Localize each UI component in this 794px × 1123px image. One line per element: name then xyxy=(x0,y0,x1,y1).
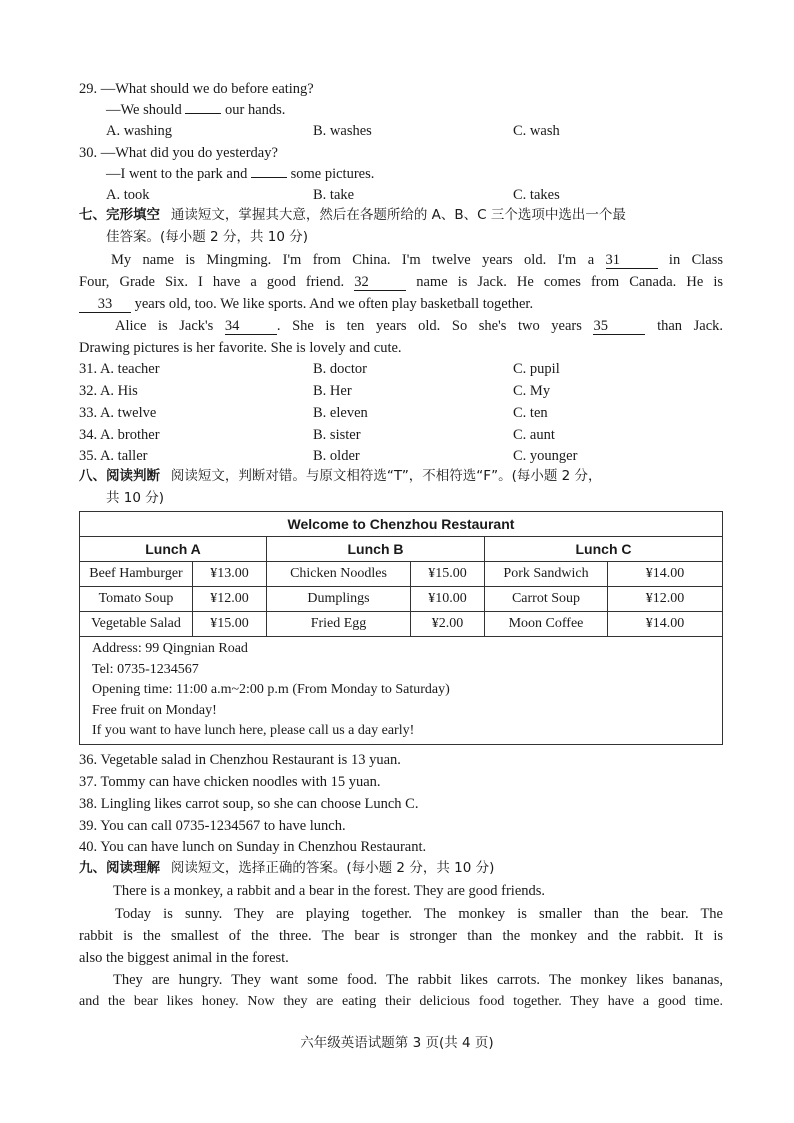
statement-37: 37. Tommy can have chicken noodles with 15 yuan. xyxy=(79,774,381,790)
cloze-31-option-c: C. pupil xyxy=(513,361,560,377)
question-30-answer-line xyxy=(106,165,374,183)
menu-item: Pork Sandwich xyxy=(485,562,608,587)
telephone: Tel: 0735-1234567 xyxy=(92,661,199,677)
menu-item: Dumplings xyxy=(267,587,411,612)
question-29-answer-line xyxy=(106,101,285,119)
passage2-line-5: They are hungry. They want some food. The rabbit likes carrots. The monkey likes bananas, xyxy=(113,972,723,988)
passage1-text: . She is ten years old. So she's two years xyxy=(276,318,594,334)
q30-option-b: B. take xyxy=(313,187,355,203)
passage1-line-1 xyxy=(79,251,723,269)
cloze-34-option-c: C. aunt xyxy=(513,427,555,443)
restaurant-info xyxy=(80,637,723,745)
section-9-instruction: 阅读短文，选择正确的答案。(每小题 2 分，共 10 分) xyxy=(170,860,495,876)
menu-price: ¥15.00 xyxy=(411,562,485,587)
passage1-text: name is Jack. He comes from Canada. He is xyxy=(406,274,723,290)
menu-row xyxy=(80,562,723,587)
blank-35: 35 xyxy=(593,319,645,335)
lunch-c-header: Lunch C xyxy=(485,537,723,562)
menu-item: Chicken Noodles xyxy=(267,562,411,587)
passage2-line-6: and the bear likes honey. Now they are eating their delicious food together. They have a good time. xyxy=(79,994,723,1009)
menu-price: ¥12.00 xyxy=(608,587,723,612)
passage1-line-4 xyxy=(79,317,723,335)
menu-item: Fried Egg xyxy=(267,612,411,637)
cloze-32-option-a: 32. A. His xyxy=(79,383,138,399)
cloze-31-option-a: 31. A. teacher xyxy=(79,361,160,377)
cloze-33-option-b: B. eleven xyxy=(313,405,368,421)
menu-item: Tomato Soup xyxy=(80,587,193,612)
cloze-31-option-b: B. doctor xyxy=(313,361,367,377)
cloze-34-option-b: B. sister xyxy=(313,427,361,443)
menu-item: Carrot Soup xyxy=(485,587,608,612)
section-8-instruction-cont: 共 10 分) xyxy=(106,490,165,506)
section-7-instruction-cont: 佳答案。(每小题 2 分，共 10 分) xyxy=(106,229,308,245)
passage2-line-2: Today is sunny. They are playing together. The monkey is smaller than the bear. The xyxy=(115,906,723,922)
section-8-instruction: 阅读短文，判断对错。与原文相符选“T”，不相符选“F”。(每小题 2 分， xyxy=(170,468,602,484)
cloze-35-option-c: C. younger xyxy=(513,448,578,464)
cloze-33-option-c: C. ten xyxy=(513,405,548,421)
lunch-b-header: Lunch B xyxy=(267,537,485,562)
question-30: 30. —What did you do yesterday? xyxy=(79,145,278,161)
question-29: 29. —What should we do before eating? xyxy=(79,81,314,97)
cloze-35-option-b: B. older xyxy=(313,448,360,464)
menu-item: Moon Coffee xyxy=(485,612,608,637)
menu-item: Beef Hamburger xyxy=(80,562,193,587)
passage1-text: in Class xyxy=(657,252,724,268)
menu-row xyxy=(80,587,723,612)
q29-option-c: C. wash xyxy=(513,123,560,139)
address: Address: 99 Qingnian Road xyxy=(92,641,248,656)
passage1-line-2 xyxy=(79,273,723,291)
section-7-title: 七、完形填空 xyxy=(79,207,160,223)
passage1-text: Four, Grade Six. I have a good friend. xyxy=(79,274,355,290)
blank-32: 32 xyxy=(354,275,406,291)
section-8-header xyxy=(79,467,602,485)
q30-answer-suffix: some pictures. xyxy=(286,166,375,182)
section-8-title: 八、阅读判断 xyxy=(79,468,160,484)
q29-answer-prefix: —We should xyxy=(106,102,186,118)
passage1-line-5: Drawing pictures is her favorite. She is lovely and cute. xyxy=(79,340,402,356)
booking-note: If you want to have lunch here, please call us a day early! xyxy=(92,723,415,738)
lunch-a-header: Lunch A xyxy=(80,537,267,562)
q29-option-a: A. washing xyxy=(106,123,173,139)
passage2-line-4: also the biggest animal in the forest. xyxy=(79,950,289,966)
q29-option-b: B. washes xyxy=(313,123,372,139)
menu-price: ¥14.00 xyxy=(608,612,723,637)
q30-option-c: C. takes xyxy=(513,187,560,203)
section-7-instruction: 通读短文，掌握其大意，然后在各题所给的 A、B、C 三个选项中选出一个最 xyxy=(170,207,626,223)
cloze-34-option-a: 34. A. brother xyxy=(79,427,160,443)
menu-price: ¥14.00 xyxy=(608,562,723,587)
q29-answer-suffix: our hands. xyxy=(221,102,286,118)
section-7-header xyxy=(79,206,626,224)
q30-option-a: A. took xyxy=(106,187,150,203)
blank-31: 31 xyxy=(606,253,658,269)
menu-price: ¥2.00 xyxy=(411,612,485,637)
statement-40: 40. You can have lunch on Sunday in Chenzhou Restaurant. xyxy=(79,839,427,855)
passage1-text: years old, too. We like sports. And we often play basketball together. xyxy=(131,296,534,312)
menu-item: Vegetable Salad xyxy=(80,612,193,637)
passage1-text: than Jack. xyxy=(645,318,724,334)
passage1-text: My name is Mingming. I'm from China. I'm twelve years old. I'm a xyxy=(111,252,606,268)
menu-title: Welcome to Chenzhou Restaurant xyxy=(80,512,723,537)
menu-price: ¥15.00 xyxy=(193,612,267,637)
q30-answer-prefix: —I went to the park and xyxy=(106,166,251,182)
statement-36: 36. Vegetable salad in Chenzhou Restaurant is 13 yuan. xyxy=(79,752,401,768)
cloze-32-option-c: C. My xyxy=(513,383,551,399)
cloze-35-option-a: 35. A. taller xyxy=(79,448,148,464)
statement-39: 39. You can call 0735-1234567 to have lunch. xyxy=(79,818,346,834)
statement-38: 38. Lingling likes carrot soup, so she can choose Lunch C. xyxy=(79,796,419,812)
menu-price: ¥12.00 xyxy=(193,587,267,612)
section-9-title: 九、阅读理解 xyxy=(79,860,160,876)
section-9-header xyxy=(79,859,494,877)
restaurant-menu-table xyxy=(79,511,723,745)
menu-price: ¥13.00 xyxy=(193,562,267,587)
page-footer: 六年级英语试题第 3 页(共 4 页) xyxy=(300,1035,494,1051)
opening-time: Opening time: 11:00 a.m~2:00 p.m (From Monday to Saturday) xyxy=(92,682,450,697)
q30-blank xyxy=(251,177,287,178)
q29-blank xyxy=(185,113,221,114)
cloze-32-option-b: B. Her xyxy=(313,383,352,399)
menu-row xyxy=(80,612,723,637)
passage2-line-3: rabbit is the smallest of the three. The bear is stronger than the monkey and the rabbit. It is xyxy=(79,928,723,944)
free-fruit-note: Free fruit on Monday! xyxy=(92,702,217,718)
cloze-33-option-a: 33. A. twelve xyxy=(79,405,157,421)
blank-34: 34 xyxy=(225,319,277,335)
passage2-line-1: There is a monkey, a rabbit and a bear in the forest. They are good friends. xyxy=(113,883,546,899)
menu-price: ¥10.00 xyxy=(411,587,485,612)
blank-33: 33 xyxy=(79,297,131,313)
passage1-line-3 xyxy=(79,295,533,313)
passage1-text: Alice is Jack's xyxy=(115,318,225,334)
